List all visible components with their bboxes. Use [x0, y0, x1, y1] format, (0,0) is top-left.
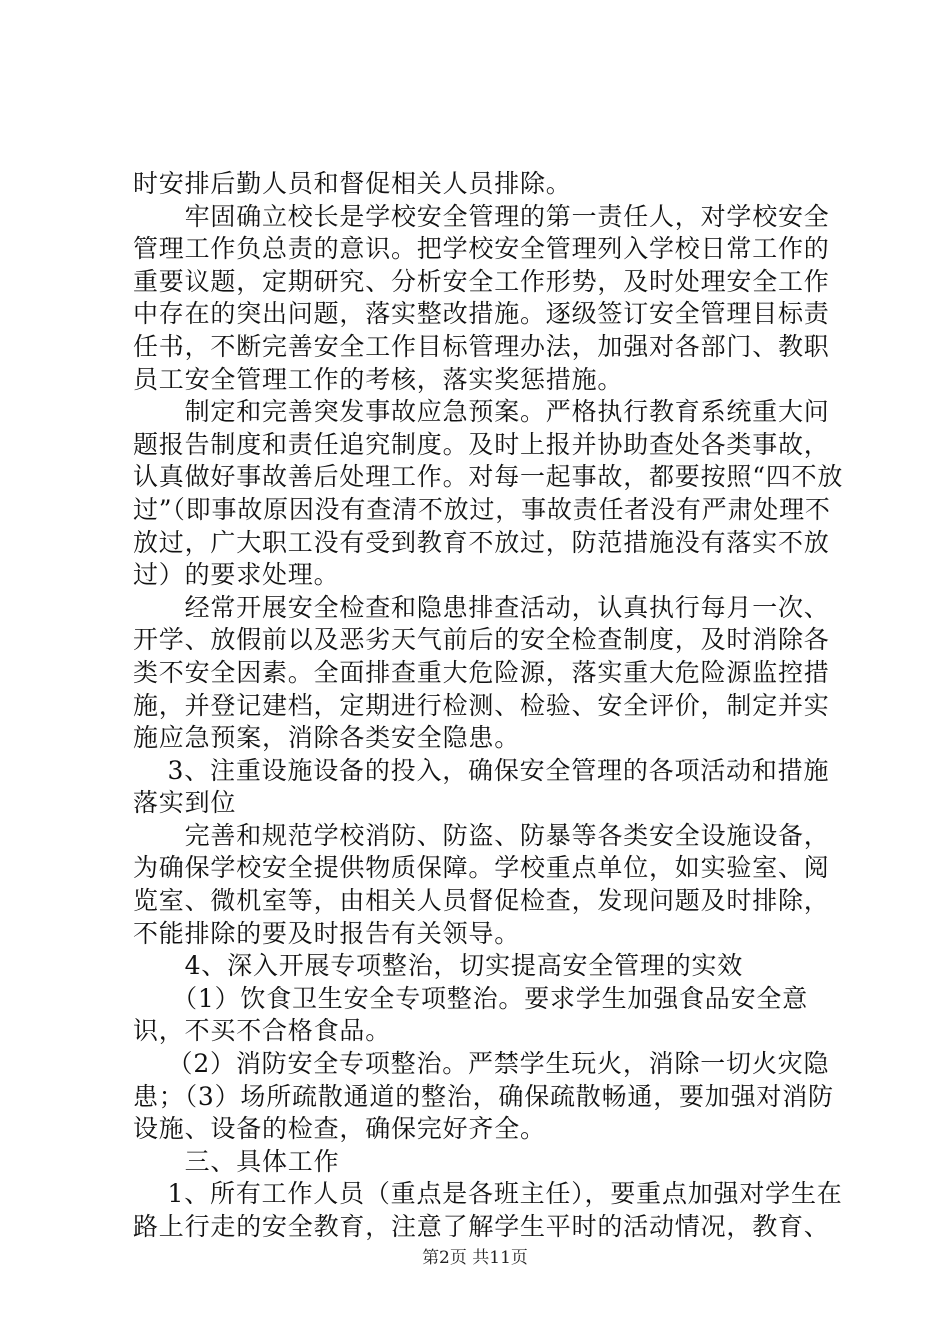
paragraph-6: （1）饮食卫生安全专项整治。要求学生加强食品安全意识，不买不合格食品。 [133, 983, 809, 1046]
section-heading-4: 4、深入开展专项整治，切实提高安全管理的实效 [133, 951, 744, 981]
document-body [133, 168, 853, 1244]
paragraph-5: 完善和规范学校消防、防盗、防暴等各类安全设施设备，为确保学校安全提供物质保障。学校重点单位，如实验室、阅览室、微机室等，由相关人员督促检查，发现问题及时排除，不能排除的要及时报告有关领导。 [133, 820, 830, 948]
paragraph-1: 时安排后勤人员和督促相关人员排除。 [133, 169, 572, 198]
paragraph-4: 经常开展安全检查和隐患排查活动，认真执行每月一次、开学、放假前以及恶劣天气前后的安全检查制度，及时消除各类不安全因素。全面排查重大危险源，落实重大危险源监控措施，并登记建档，定期进行检测、检验、安全评价，制定并实施应急预案，消除各类安全隐患。 [133, 592, 830, 753]
paragraph-7: （2）消防安全专项整治。严禁学生玩火，消除一切火灾隐患；（3）场所疏散通道的整治，确保疏散畅通，要加强对消防设施、设备的检查，确保完好齐全。 [133, 1049, 834, 1144]
paragraph-8: 1、所有工作人员（重点是各班主任），要重点加强对学生在路上行走的安全教育，注意了解学生平时的活动情况，教育、 [133, 1179, 843, 1241]
page-number-footer: 第2页 共11页 [422, 1248, 528, 1268]
paragraph-2: 牢固确立校长是学校安全管理的第一责任人，对学校安全管理工作负总责的意识。把学校安全管理列入学校日常工作的重要议题，定期研究、分析安全工作形势，及时处理安全工作中存在的突出问题，落实整改措施。逐级签订安全管理目标责任书，不断完善安全工作目标管理办法，加强对各部门、教职员工安全管理工作的考核，落实奖惩措施。 [133, 201, 830, 394]
section-heading-three: 三、具体工作 [133, 1146, 340, 1176]
paragraph-3: 制定和完善突发事故应急预案。严格执行教育系统重大问题报告制度和责任追究制度。及时上报并协助查处各类事故，认真做好事故善后处理工作。对每一起事故，都要按照“四不放过”（即事故原因没有查清不放过，事故责任者没有严肃处理不放过，广大职工没有受到教育不放过，防范措施没有落实不放过）的要求处理。 [133, 397, 844, 590]
section-heading-3: 3、注重设施设备的投入，确保安全管理的各项活动和措施落实到位 [133, 755, 830, 818]
